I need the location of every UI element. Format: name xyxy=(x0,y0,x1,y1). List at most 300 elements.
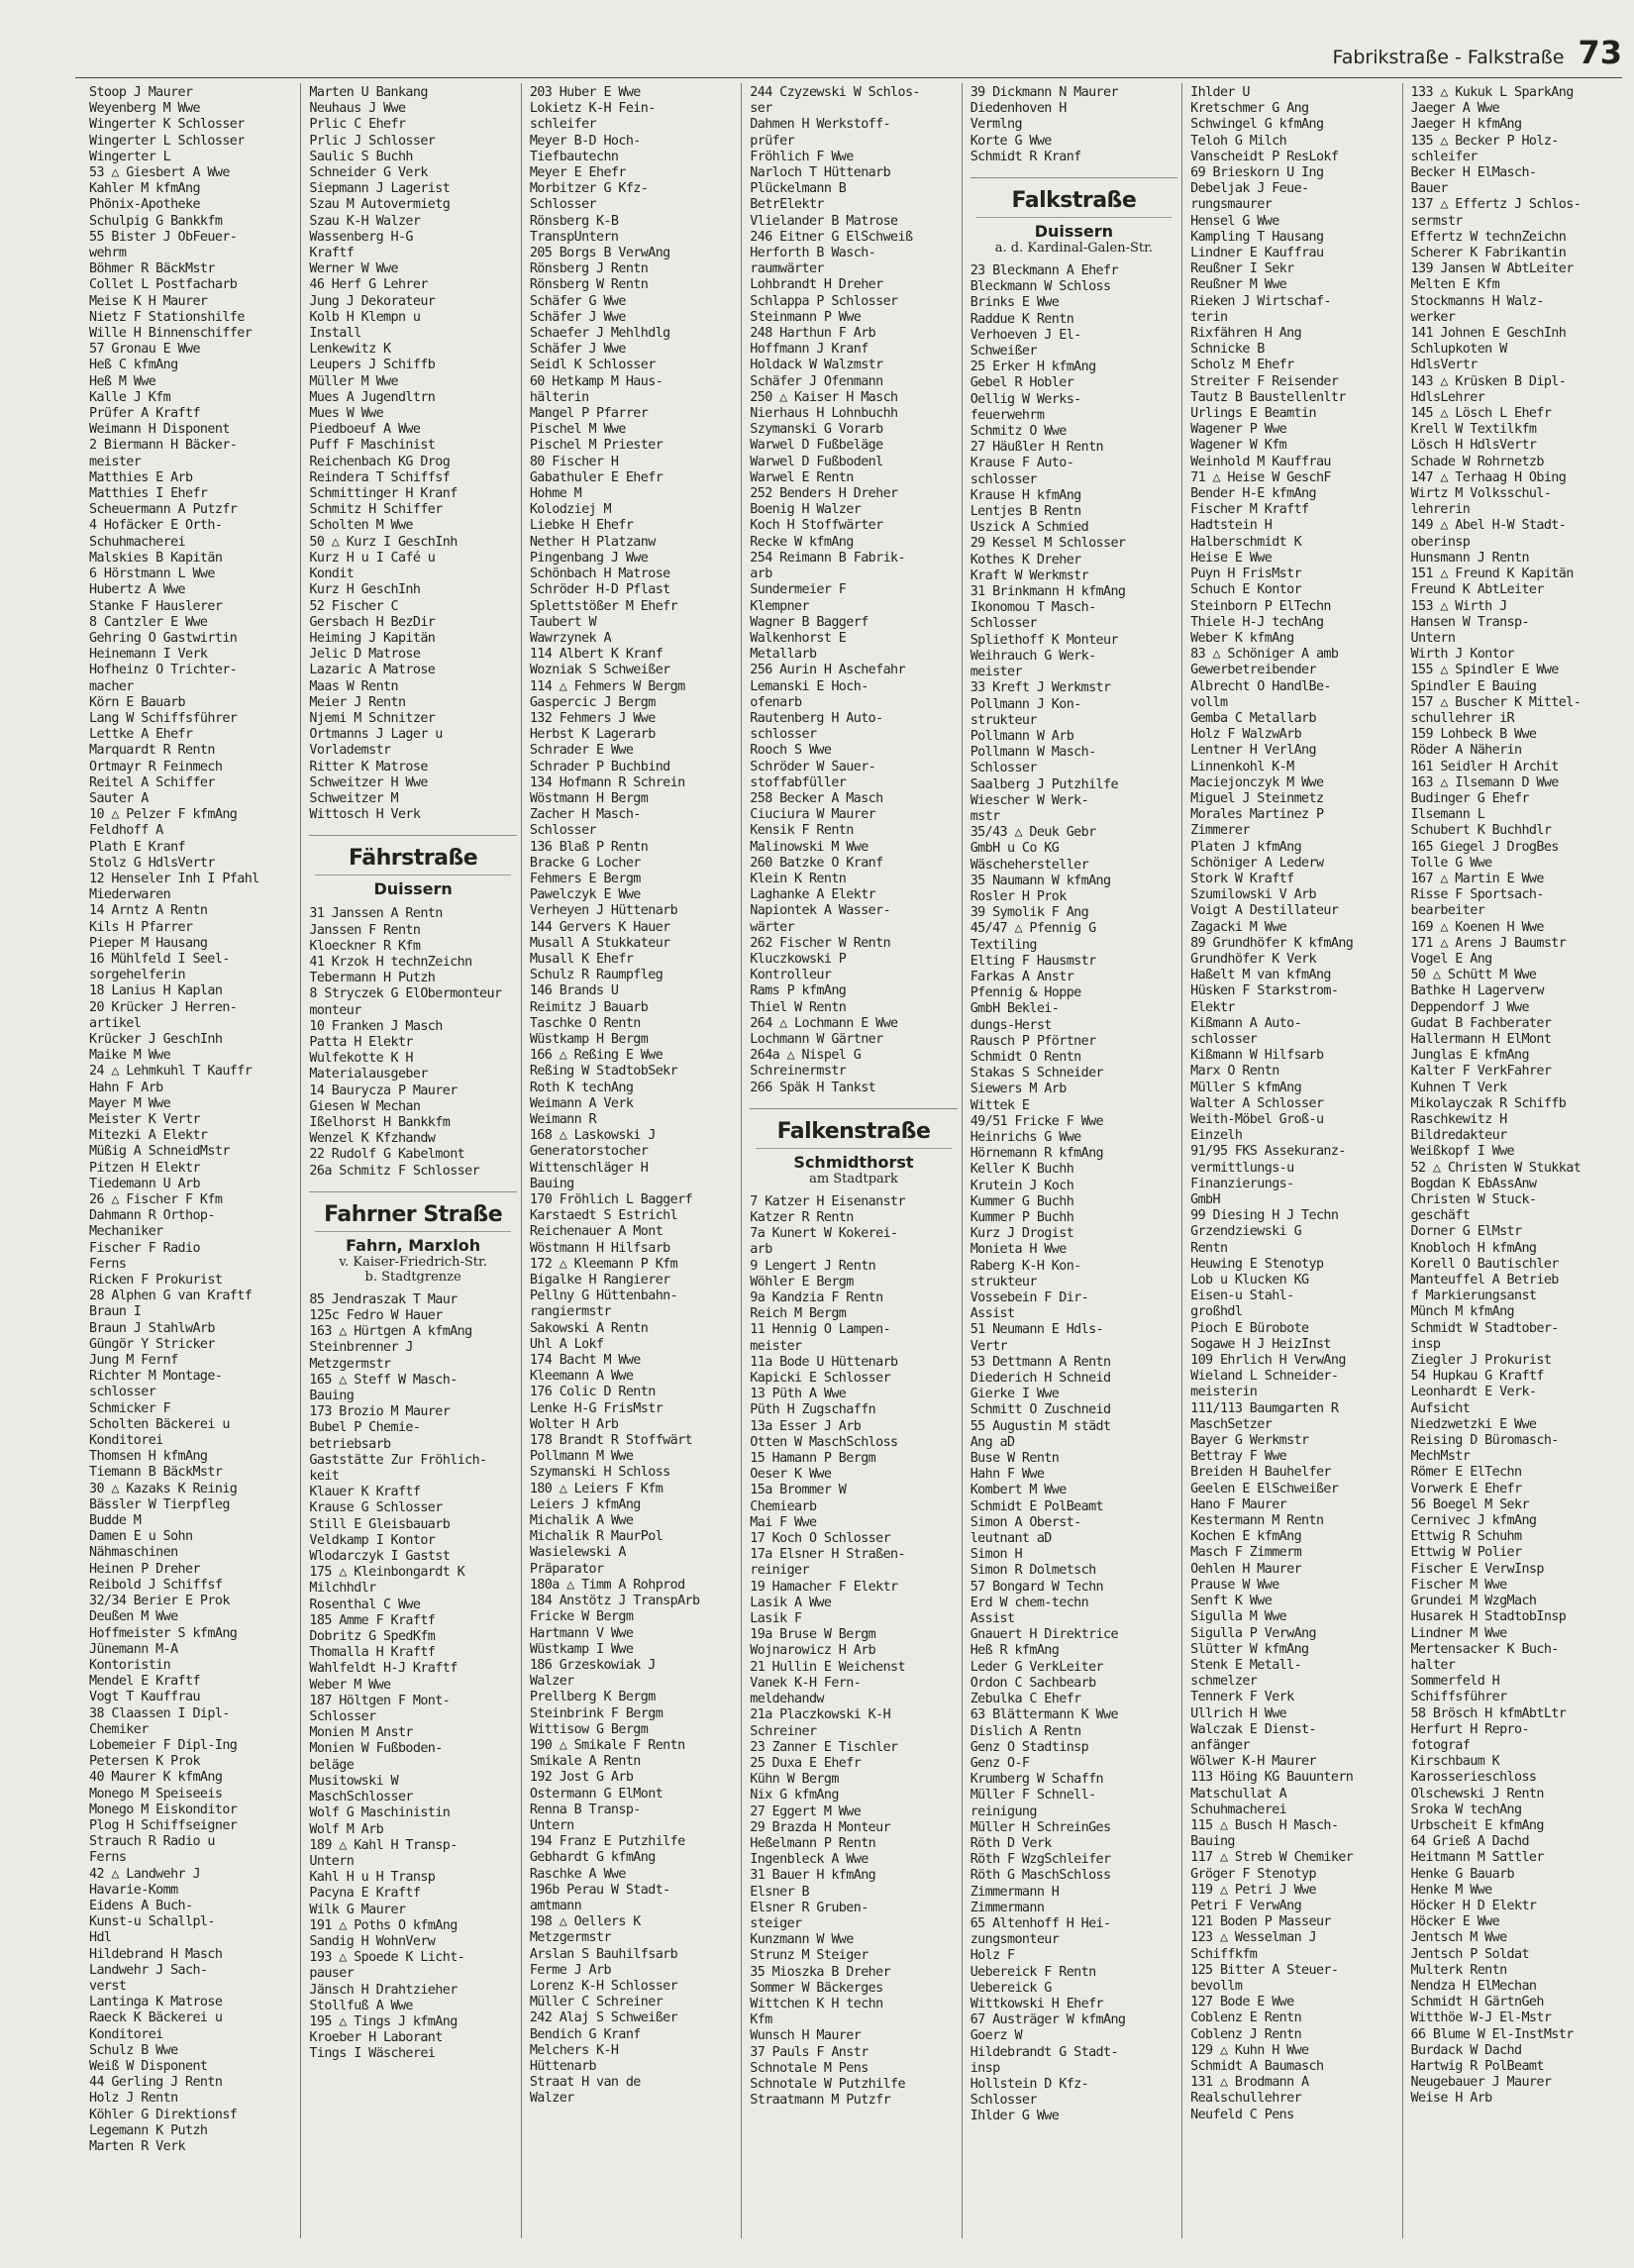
directory-entry: Schmitz O Wwe xyxy=(970,424,1067,440)
directory-entry: Budde M xyxy=(89,1513,142,1529)
directory-entry: Lasik F xyxy=(750,1611,802,1627)
directory-entry: 123 △ Wesselman J xyxy=(1190,1930,1316,1946)
directory-entry: Jung M Fernf xyxy=(89,1353,178,1369)
directory-entry: 35 Mioszka B Dreher xyxy=(750,1964,891,1980)
directory-entry: Steinborn P ElTechn xyxy=(1190,598,1331,614)
directory-entry: Fischer F Radio xyxy=(89,1240,200,1256)
directory-entry: Hüsken F Starkstrom- xyxy=(1190,983,1339,999)
directory-entry: Kothes K Dreher xyxy=(970,552,1081,567)
directory-entry: Wittchen K H techn xyxy=(750,1996,883,2011)
directory-entry: Wulfekotte K H xyxy=(309,1051,413,1067)
directory-entry: Mertensacker K Buch- xyxy=(1410,1641,1559,1657)
directory-entry: Mayer M Wwe xyxy=(89,1095,171,1111)
directory-entry: 15a Brommer W xyxy=(750,1483,847,1498)
directory-entry: Konditorei xyxy=(89,1433,163,1449)
directory-entry: Neufeld C Pens xyxy=(1190,2107,1294,2122)
column-1 xyxy=(75,83,300,2238)
directory-entry: Walkenhorst E xyxy=(750,630,847,646)
directory-entry: Lorenz K-H Schlosser xyxy=(529,1978,678,1994)
directory-entry: Warwel D Fußbeläge xyxy=(750,438,883,454)
directory-entry: anfänger xyxy=(1190,1737,1250,1753)
directory-entry: 203 Huber E Wwe xyxy=(529,85,641,100)
directory-entry: 166 △ Reßing E Wwe xyxy=(529,1048,664,1064)
directory-entry: 37 Pauls F Anstr xyxy=(750,2044,868,2060)
directory-entry: Schlosser xyxy=(970,761,1037,776)
directory-entry: Mendel E Kraftf xyxy=(89,1674,200,1690)
directory-entry: Miederwaren xyxy=(89,887,171,903)
directory-entry: Install xyxy=(309,326,361,342)
directory-entry: Hüttenarb xyxy=(529,2058,597,2074)
directory-entry: Müller H SchreinGes xyxy=(970,1819,1111,1835)
directory-entry: großhdl xyxy=(1190,1304,1243,1320)
directory-entry: Jünemann M-A xyxy=(89,1641,178,1657)
directory-entry: Einzelh xyxy=(1190,1128,1243,1144)
column-7 xyxy=(1402,83,1622,2238)
directory-entry: Otten W MaschSchloss xyxy=(750,1434,898,1450)
directory-entry: Chemiker xyxy=(89,1721,149,1737)
directory-entry: Böhmer R BäckMstr xyxy=(89,261,215,277)
directory-entry: insp xyxy=(1410,1336,1441,1352)
directory-entry: 266 Späk H Tankst xyxy=(750,1080,876,1095)
directory-entry: Janssen F Rentn xyxy=(309,922,421,938)
directory-entry: Wagener W Kfm xyxy=(1190,438,1287,454)
directory-entry: Marx O Rentn xyxy=(1190,1064,1279,1080)
directory-entry: stoffabfüller xyxy=(750,774,847,790)
directory-entry: Wassenberg H-G xyxy=(309,229,413,245)
directory-entry: Metzgermstr xyxy=(529,1930,611,1946)
directory-entry: Straat H van de xyxy=(529,2075,641,2091)
directory-entry: Pingenbang J Wwe xyxy=(529,550,649,566)
directory-entry: Monien W Fußboden- xyxy=(309,1741,443,1757)
directory-entry: Chemiearb xyxy=(750,1498,817,1514)
directory-entry: 8 Cantzler E Wwe xyxy=(89,614,208,630)
directory-entry: terin xyxy=(1190,309,1228,325)
directory-entry: Schnicke B xyxy=(1190,342,1265,358)
directory-entry: Fischer M Kraftf xyxy=(1190,502,1309,518)
directory-entry: Marten U Bankang xyxy=(309,85,428,100)
directory-entry: Monego M Speiseeis xyxy=(89,1786,223,1802)
directory-entry: Untern xyxy=(529,1817,574,1833)
directory-entry: Wüstkamp H Bergm xyxy=(529,1031,649,1047)
directory-entry: Mechaniker xyxy=(89,1224,163,1240)
directory-entry: Schrader E Wwe xyxy=(529,743,634,759)
directory-entry: Gebel R Hobler xyxy=(970,375,1074,391)
directory-entry: Kuhnen T Verk xyxy=(1410,1080,1507,1095)
directory-entry: Brinks E Wwe xyxy=(970,295,1060,311)
directory-entry: lehrerin xyxy=(1410,502,1471,518)
directory-entry: Kestermann M Rentn xyxy=(1190,1513,1324,1529)
directory-entry: amtmann xyxy=(529,1898,582,1913)
directory-entry: Schmidt R Kranf xyxy=(970,149,1081,164)
directory-entry: 167 △ Martin E Wwe xyxy=(1410,871,1544,886)
directory-entry: Hansen W Transp- xyxy=(1410,614,1529,630)
directory-entry: Scholten M Wwe xyxy=(309,518,413,534)
directory-entry: Vlielander B Matrose xyxy=(750,213,898,229)
directory-entry: Mues A Jugendltrn xyxy=(309,389,436,405)
directory-entry: Deußen M Wwe xyxy=(89,1609,178,1625)
directory-entry: 64 Grieß A Dachd xyxy=(1410,1834,1529,1850)
directory-entry: Kontrolleur xyxy=(750,968,832,983)
directory-entry: 7a Kunert W Kokerei- xyxy=(750,1226,898,1242)
directory-entry: Gaspercic J Bergm xyxy=(529,694,656,710)
directory-entry: Korell O Bautischler xyxy=(1410,1256,1559,1272)
directory-entry: Meier J Rentn xyxy=(309,694,406,710)
directory-entry: Straatmann M Putzfr xyxy=(750,2093,891,2109)
directory-entry: Still E Gleisbauarb xyxy=(309,1516,451,1532)
directory-entry: Tautz B Baustellenltr xyxy=(1190,389,1346,405)
directory-entry: Hildebrandt G Stadt- xyxy=(970,2044,1118,2060)
directory-entry: 4 Hofäcker E Orth- xyxy=(89,518,223,534)
directory-entry: Stollfuß A Wwe xyxy=(309,1998,413,2013)
directory-entry: Kummer P Buchh xyxy=(970,1210,1074,1225)
directory-entry: 10 Franken J Masch xyxy=(309,1018,443,1034)
directory-entry: Wittek E xyxy=(970,1097,1030,1113)
directory-entry: Schwingel G kfmAng xyxy=(1190,117,1324,133)
directory-entry: Schlosser xyxy=(309,1709,376,1725)
directory-entry: Damen E u Sohn xyxy=(89,1529,193,1545)
directory-entry: 180a △ Timm A Rohprod xyxy=(529,1577,685,1593)
directory-entry: 264 △ Lochmann E Wwe xyxy=(750,1015,898,1031)
directory-entry: Schröder W Sauer- xyxy=(750,759,876,774)
column-4 xyxy=(741,83,961,2238)
directory-entry: Lochmann W Gärtner xyxy=(750,1031,883,1047)
directory-entry: 165 △ Steff W Masch- xyxy=(309,1372,458,1388)
directory-entry: Sroka W techAng xyxy=(1410,1802,1522,1817)
directory-entry: Melchers K-H xyxy=(529,2042,619,2058)
directory-entry: Effertz W technZeichn xyxy=(1410,229,1567,245)
directory-entry: Lenke H-G FrisMstr xyxy=(529,1400,664,1416)
directory-entry: schleifer xyxy=(1410,149,1478,164)
directory-entry: Gebhardt G kfmAng xyxy=(529,1850,656,1866)
directory-entry: Heßelmann P Rentn xyxy=(750,1835,876,1851)
directory-entry: Bässler W Tierpfleg xyxy=(89,1496,230,1512)
directory-entry: Hartwig R PolBeamt xyxy=(1410,2058,1544,2074)
directory-entry: Stanke F Hauslerer xyxy=(89,598,223,614)
directory-entry: meister xyxy=(89,454,142,469)
directory-entry: Simon R Dolmetsch xyxy=(970,1563,1096,1579)
directory-entry: Schweitzer M xyxy=(309,790,398,806)
directory-entry: Kraftf xyxy=(309,246,355,261)
directory-entry: Wagner B Baggerf xyxy=(750,614,868,630)
directory-entry: Hubertz A Wwe xyxy=(89,582,186,598)
directory-entry: Tiefbautechn xyxy=(529,149,619,164)
directory-entry: Rosler H Prok xyxy=(970,888,1067,904)
directory-entry: Monieta H Wwe xyxy=(970,1242,1067,1258)
directory-entry: Breiden H Bauhelfer xyxy=(1190,1465,1331,1481)
directory-entry: Weißkopf I Wwe xyxy=(1410,1144,1514,1160)
directory-entry: Melten E Kfm xyxy=(1410,277,1500,293)
directory-entry: 13 Püth A Wwe xyxy=(750,1387,847,1402)
directory-entry: Plath E Kranf xyxy=(89,839,186,855)
directory-entry: Teloh G Milch xyxy=(1190,133,1287,149)
directory-entry: 178 Brandt R Stoffwärt xyxy=(529,1433,693,1449)
directory-entry: Reichenbach KG Drog xyxy=(309,454,451,469)
directory-entry: Elsner R Gruben- xyxy=(750,1900,868,1915)
directory-entry: Kunst-u Schallpl- xyxy=(89,1914,215,1930)
directory-entry: Matthies I Ehefr xyxy=(89,486,208,502)
directory-entry: Textiling xyxy=(970,937,1037,953)
directory-entry: Thiel W Rentn xyxy=(750,999,847,1015)
directory-entry: Lösch H HdlsVertr xyxy=(1410,438,1537,454)
directory-entry: Meise K H Maurer xyxy=(89,293,208,309)
directory-entry: Morales Martinez P xyxy=(1190,807,1324,823)
directory-entry: Schäfer J Wwe xyxy=(529,342,626,358)
directory-entry: Lettke A Ehefr xyxy=(89,727,193,743)
directory-entry: 115 △ Busch H Masch- xyxy=(1190,1817,1339,1833)
directory-entry: schlosser xyxy=(1190,1031,1258,1047)
directory-entry: Knobloch H kfmAng xyxy=(1410,1240,1537,1256)
directory-entry: Stolz G HdlsVertr xyxy=(89,855,215,871)
directory-entry: Lob u Klucken KG xyxy=(1190,1273,1309,1289)
directory-entry: Rönsberg J Rentn xyxy=(529,261,649,277)
directory-entry: Spliethoff K Monteur xyxy=(970,632,1118,648)
directory-entry: Budinger G Ehefr xyxy=(1410,790,1529,806)
directory-entry: Maike M Wwe xyxy=(89,1048,171,1064)
directory-entry: Hohme M xyxy=(529,486,582,502)
directory-entry: Bigalke H Rangierer xyxy=(529,1273,670,1289)
directory-entry: Goerz W xyxy=(970,2028,1022,2044)
directory-entry: 180 △ Leiers F Kfm xyxy=(529,1481,664,1496)
directory-entry: Heß R kfmAng xyxy=(970,1643,1060,1659)
directory-entry: Vossebein F Dir- xyxy=(970,1290,1089,1306)
directory-entry: Kampling T Hausang xyxy=(1190,229,1324,245)
directory-entry: 9a Kandzia F Rentn xyxy=(750,1290,883,1306)
directory-entry: Fischer M Wwe xyxy=(1410,1577,1507,1593)
directory-entry: Stakas S Schneider xyxy=(970,1066,1104,1082)
directory-entry: Steinmann P Wwe xyxy=(750,309,862,325)
directory-entry: Bleckmann W Schloss xyxy=(970,279,1111,295)
directory-entry: 50 △ Kurz I GeschInh xyxy=(309,534,458,550)
directory-entry: 89 Grundhöfer K kfmAng xyxy=(1190,935,1354,951)
street-district: Duissern xyxy=(1034,222,1114,242)
directory-entry: 85 Jendraszak T Maur xyxy=(309,1291,458,1307)
directory-entry: 144 Gervers K Hauer xyxy=(529,919,670,935)
directory-entry: Thomsen H kfmAng xyxy=(89,1449,208,1465)
directory-entry: 58 Brösch H kfmAbtLtr xyxy=(1410,1705,1567,1721)
directory-entry: 44 Gerling J Rentn xyxy=(89,2075,223,2091)
directory-entry: Hoffmann J Kranf xyxy=(750,342,868,358)
directory-entry: TranspUntern xyxy=(529,229,619,245)
directory-entry: 246 Eitner G ElSchweiß xyxy=(750,229,913,245)
directory-entry: Höcker E Wwe xyxy=(1410,1914,1500,1930)
directory-entry: Pischel M Priester xyxy=(529,438,664,454)
directory-entry: Schrader P Buchbind xyxy=(529,759,670,774)
directory-entry: Freund K AbtLeiter xyxy=(1410,582,1544,598)
directory-entry: 11 Hennig O Lampen- xyxy=(750,1322,891,1338)
directory-entry: Gröger F Stenotyp xyxy=(1190,1866,1316,1882)
directory-entry: Taschke O Rentn xyxy=(529,1015,641,1031)
directory-entry: Untern xyxy=(1410,630,1456,646)
directory-entry: Aufsicht xyxy=(1410,1400,1471,1416)
street-name: Falkstraße xyxy=(976,188,1172,218)
directory-entry: macher xyxy=(89,678,134,694)
directory-entry: 14 Baurycza P Maurer xyxy=(309,1082,458,1098)
directory-entry: Siewers M Arb xyxy=(970,1082,1067,1097)
street-name: Falkenstraße xyxy=(756,1119,951,1149)
directory-entry: Mues W Wwe xyxy=(309,406,384,422)
directory-entry: Lazaric A Matrose xyxy=(309,663,436,678)
directory-entry: Weber M Wwe xyxy=(309,1677,391,1693)
directory-entry: Vermlng xyxy=(970,117,1022,133)
directory-entry: Sauter A xyxy=(89,790,149,806)
directory-entry: monteur xyxy=(309,1002,361,1018)
directory-entry: Arslan S Bauhilfsarb xyxy=(529,1946,678,1962)
directory-entry: 7 Katzer H Eisenanstr xyxy=(750,1193,905,1209)
directory-entry: GmbH Beklei- xyxy=(970,1001,1060,1017)
directory-entry: Raberg K-H Kon- xyxy=(970,1258,1081,1274)
directory-entry: Schiffkfm xyxy=(1190,1946,1258,1962)
directory-entry: 49/51 Fricke F Wwe xyxy=(970,1113,1104,1129)
directory-entry: Kochen E kfmAng xyxy=(1190,1529,1302,1545)
directory-entry: Matthies E Arb xyxy=(89,469,193,485)
directory-entry: Buse W Rentn xyxy=(970,1451,1060,1467)
directory-entry: 19 Hamacher F Elektr xyxy=(750,1579,898,1595)
directory-entry: 163 △ Hürtgen A kfmAng xyxy=(309,1324,472,1340)
directory-entry: 14 Arntz A Rentn xyxy=(89,903,208,919)
directory-entry: Stenk E Metall- xyxy=(1190,1657,1302,1673)
directory-entry: Weihrauch G Werk- xyxy=(970,648,1096,664)
directory-entry: Krutein J Koch xyxy=(970,1178,1074,1193)
directory-entry: Weimann R xyxy=(529,1112,597,1127)
directory-entry: artikel xyxy=(89,1015,142,1031)
directory-entry: MechMstr xyxy=(1410,1449,1471,1465)
directory-entry: wärter xyxy=(750,919,795,935)
directory-entry: Prüfer A Kraftf xyxy=(89,406,200,422)
directory-entry: meisterin xyxy=(1190,1385,1258,1400)
directory-entry: Hahn F Arb xyxy=(89,1080,163,1095)
directory-entry: zungsmonteur xyxy=(970,1932,1060,1948)
directory-entry: 114 △ Fehmers W Bergm xyxy=(529,678,685,694)
directory-entry: Jentsch M Wwe xyxy=(1410,1930,1507,1946)
directory-entry: Kummer G Buchh xyxy=(970,1193,1074,1209)
directory-entry: Musall K Ehefr xyxy=(529,951,634,967)
directory-entry: Leiers J kfmAng xyxy=(529,1496,641,1512)
directory-entry: Untern xyxy=(309,1853,355,1869)
directory-entry: Kißmann A Auto- xyxy=(1190,1015,1302,1031)
directory-entry: 39 Symolik F Ang xyxy=(970,905,1089,921)
directory-entry: 24 △ Lehmkuhl T Kauffr xyxy=(89,1064,253,1080)
directory-entry: Schmidt O Rentn xyxy=(970,1049,1081,1065)
page-header xyxy=(1333,34,1622,71)
directory-entry: Platen J kfmAng xyxy=(1190,839,1302,855)
directory-entry: 242 Alaj S Schweißer xyxy=(529,2010,678,2026)
directory-entry: Strauch R Radio u xyxy=(89,1834,215,1850)
directory-entry: Farkas A Anstr xyxy=(970,969,1074,984)
directory-entry: Kunzmann W Wwe xyxy=(750,1932,854,1948)
directory-entry: Gaststätte Zur Fröhlich- xyxy=(309,1452,487,1468)
directory-entry: 155 △ Spindler E Wwe xyxy=(1410,663,1559,678)
directory-entry: Reibold J Schiffsf xyxy=(89,1577,223,1593)
directory-entry: Heinrichs G Wwe xyxy=(970,1129,1081,1145)
directory-entry: meldehandw xyxy=(750,1692,824,1707)
directory-entry: 35 Naumann W kfmAng xyxy=(970,873,1111,888)
directory-entry: Lang W Schiffsführer xyxy=(89,710,238,726)
directory-entry: Rönsberg W Rentn xyxy=(529,277,649,293)
directory-entry: Kraft W Werkmstr xyxy=(970,567,1089,583)
directory-entry: Gabathuler E Ehefr xyxy=(529,469,664,485)
directory-entry: Havarie-Komm xyxy=(89,1882,178,1898)
directory-entry: 194 Franz E Putzhilfe xyxy=(529,1834,685,1850)
directory-entry: Maas W Rentn xyxy=(309,678,398,694)
directory-entry: GmbH xyxy=(1190,1192,1220,1208)
directory-entry: Schuhmacherei xyxy=(89,534,186,550)
directory-entry: Reußner I Sekr xyxy=(1190,261,1294,277)
directory-entry: Pitzen H Elektr xyxy=(89,1160,200,1176)
directory-entry: schullehrer iR xyxy=(1410,710,1514,726)
directory-entry: Raeck K Bäckerei u xyxy=(89,2010,223,2026)
directory-entry: Tiedemann U Arb xyxy=(89,1176,200,1191)
directory-entry: Scholten Bäckerei u xyxy=(89,1416,230,1432)
directory-entry: Schade W Rohrnetzb xyxy=(1410,454,1544,469)
directory-entry: 50 △ Schütt M Wwe xyxy=(1410,968,1537,983)
directory-entry: Nendza H ElMechan xyxy=(1410,1978,1537,1994)
street-district: Schmidthorst xyxy=(793,1152,914,1172)
directory-entry: oberinsp xyxy=(1410,534,1471,550)
directory-entry: Heinen P Dreher xyxy=(89,1561,200,1577)
directory-entry: Maciejonczyk M Wwe xyxy=(1190,774,1324,790)
directory-entry: prüfer xyxy=(750,133,795,149)
directory-entry: Monego M Eiskonditor xyxy=(89,1802,238,1817)
directory-entry: 136 Blaß P Rentn xyxy=(529,839,649,855)
directory-entry: Bubel P Chemie- xyxy=(309,1420,421,1436)
directory-entry: Vorwerk E Ehefr xyxy=(1410,1481,1522,1496)
directory-entry: Haßelt M van kfmAng xyxy=(1190,968,1331,983)
directory-entry: Henke M Wwe xyxy=(1410,1882,1492,1898)
directory-entry: Mikolayczak R Schiffb xyxy=(1410,1095,1567,1111)
directory-entry: 27 Häußler H Rentn xyxy=(970,440,1104,456)
directory-entry: Nether H Platzanw xyxy=(529,534,656,550)
directory-entry: Reimitz J Bauarb xyxy=(529,999,649,1015)
directory-entry: Ferns xyxy=(89,1256,127,1272)
directory-entry: Tennerk F Verk xyxy=(1190,1690,1294,1705)
directory-entry: Milchhdlr xyxy=(309,1581,376,1597)
directory-entry: Christen W Stuck- xyxy=(1410,1192,1537,1208)
directory-entry: Smikale A Rentn xyxy=(529,1754,641,1770)
directory-entry: Rams P kfmAng xyxy=(750,983,847,999)
directory-entry: Husarek H StadtobInsp xyxy=(1410,1609,1567,1625)
directory-entry: Wieland L Schneider- xyxy=(1190,1369,1339,1385)
directory-entry: Geelen E ElSchweißer xyxy=(1190,1481,1339,1496)
directory-entry: Morbitzer G Kfz- xyxy=(529,181,649,197)
directory-entry: Kahl H u H Transp xyxy=(309,1870,436,1886)
directory-entry: Schmidt E PolBeamt xyxy=(970,1498,1104,1514)
directory-entry: Burdack W Dachd xyxy=(1410,2042,1522,2058)
directory-entry: Krause F Auto- xyxy=(970,456,1074,471)
directory-entry: Hörnemann R kfmAng xyxy=(970,1146,1104,1162)
directory-entry: Heinemann I Verk xyxy=(89,647,208,663)
directory-entry: Deppendorf J Wwe xyxy=(1410,999,1529,1015)
directory-entry: Wille H Binnenschiffer xyxy=(89,326,253,342)
directory-entry: 131 △ Brodmann A xyxy=(1190,2075,1309,2091)
directory-entry: Krumberg W Schaffn xyxy=(970,1772,1104,1788)
directory-entry: Coblenz J Rentn xyxy=(1190,2026,1302,2042)
directory-entry: Heß M Wwe xyxy=(89,373,156,389)
directory-entry: 26a Schmitz F Schlosser xyxy=(309,1163,480,1179)
directory-entry: 13a Esser J Arb xyxy=(750,1418,862,1434)
directory-entry: Klempner xyxy=(750,598,809,614)
street-range: b. Stadtgrenze xyxy=(364,1269,461,1285)
directory-entry: 165 Giegel J DrogBes xyxy=(1410,839,1559,855)
directory-entry: 133 △ Kukuk L SparkAng xyxy=(1410,85,1574,100)
directory-entry: Rooch S Wwe xyxy=(750,743,832,759)
directory-entry: 163 △ Ilsemann D Wwe xyxy=(1410,774,1559,790)
directory-entry: Präparator xyxy=(529,1561,604,1577)
directory-entry: Bauer xyxy=(1410,181,1448,197)
directory-entry: Prellberg K Bergm xyxy=(529,1690,656,1705)
directory-entry: Plückelmann B xyxy=(750,181,847,197)
directory-entry: 193 △ Spoede K Licht- xyxy=(309,1950,465,1966)
directory-entry: 9 Lengert J Rentn xyxy=(750,1258,876,1274)
